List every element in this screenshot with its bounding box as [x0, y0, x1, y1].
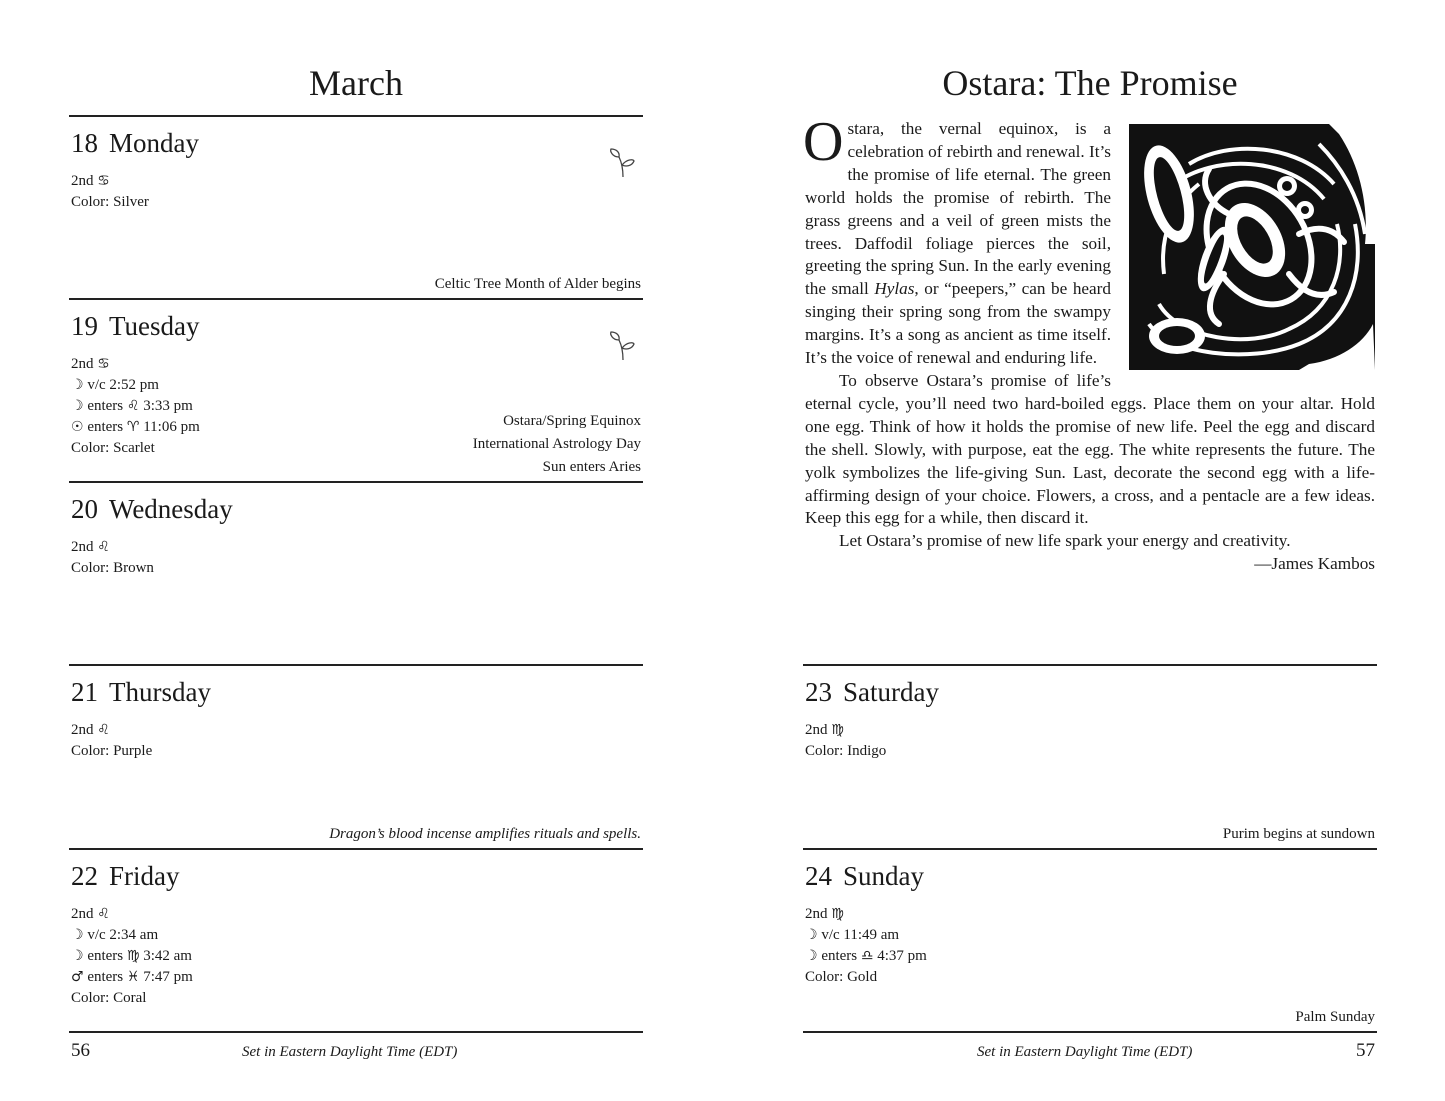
day-entry-24 [803, 848, 1377, 1033]
footer-note: Set in Eastern Daylight Time (EDT) [242, 1044, 458, 1060]
leo-sign-icon: ♌ [97, 722, 110, 738]
day-info [71, 904, 193, 1009]
day-name: Sunday [843, 861, 924, 891]
day-heading [805, 676, 939, 708]
libra-sign-icon: ♎ [860, 948, 874, 964]
day-heading [71, 860, 180, 892]
virgo-sign-icon: ♍ [831, 722, 844, 738]
day-info [71, 720, 152, 762]
event: Purim begins at sundown [1222, 826, 1375, 842]
page-title: March [309, 63, 403, 103]
event: Dragon’s blood incense amplifies rituals and spells. [329, 826, 641, 842]
essay: Ostara, the vernal equinox, is a celebration of rebirth and renewal. It’s the promise of life eternal. The green world holds the promise of rebirth. The grass greens and a veil of green mists the trees. Daffodil foliage pierces the soil, greeting the spring Sun. In the early evening the small Hylas, or “peepers,” can be heard singing their spring song from the swampy margins. It’s a song as ancient as time itself. It’s the voice of renewal and enduring life. To observe Ostara’s promise of life’s eternal cycle, you’ll need two hard-boiled eggs. Place them on your altar. Hold one egg. Think of how it holds the promise of new life. Peel the egg and discard the shell. Slowly, with purpose, eat the egg. The white represents the future. The yolk symbolizes the life-giving Sun. Last, decorate the second egg with a life-affirming design of your choice. Flowers, a cross, and a pentacle are a few ideas. Keep this egg for a while, then discard it. Let Ostara’s promise of new life spark your energy and creativity. —James Kambos [805, 118, 1375, 576]
day-heading [71, 676, 211, 708]
day-color: Color: Brown [71, 560, 154, 576]
day-name: Wednesday [109, 494, 233, 524]
virgo-sign-icon: ♍ [126, 948, 140, 964]
moon-ingress: ☽ enters ♍ 3:42 am [71, 948, 192, 964]
leo-sign-icon: ♌ [97, 539, 110, 555]
day-entry-23 [803, 664, 1377, 850]
essay-author: —James Kambos [1254, 554, 1375, 574]
day-name: Thursday [109, 677, 211, 707]
void-of-course: ☽ v/c 11:49 am [805, 927, 900, 943]
event: International Astrology Day [472, 436, 641, 452]
virgo-sign-icon: ♍ [831, 906, 844, 922]
moon-phase: 2nd ♌ [71, 539, 110, 555]
day-entry-22 [69, 848, 643, 1033]
moon-ingress: ☽ enters ♎ 4:37 pm [805, 948, 927, 964]
day-number: 18 [71, 128, 98, 158]
day-name: Monday [109, 128, 199, 158]
footer-rule [69, 1031, 643, 1033]
day-number: 22 [71, 861, 98, 891]
cancer-sign-icon: ♋ [97, 356, 110, 372]
day-info [805, 720, 886, 762]
day-events [1223, 823, 1375, 846]
day-number: 24 [805, 861, 832, 891]
sun-ingress: ☉ enters ♈ 11:06 pm [71, 419, 200, 435]
left-page [69, 0, 643, 1101]
day-heading [71, 493, 233, 525]
sun-icon: ☉ [71, 419, 84, 435]
day-entry-18 [69, 115, 643, 300]
day-entry-20 [69, 481, 643, 666]
moon-ingress: ☽ enters ♌ 3:33 pm [71, 398, 193, 414]
event: Celtic Tree Month of Alder begins [434, 276, 641, 292]
day-name: Saturday [843, 677, 939, 707]
day-info [71, 354, 200, 459]
event: Palm Sunday [1295, 1009, 1375, 1025]
cancer-sign-icon: ♋ [97, 173, 110, 189]
day-events [329, 823, 641, 846]
drop-cap: O [803, 111, 844, 173]
moon-icon: ☽ [71, 948, 84, 964]
footer-rule [803, 1031, 1377, 1033]
leo-sign-icon: ♌ [126, 398, 140, 414]
essay-title: Ostara: The Promise [942, 63, 1238, 103]
moon-phase: 2nd ♍ [805, 906, 844, 922]
day-heading [71, 310, 200, 342]
day-color: Color: Indigo [805, 743, 887, 759]
mars-ingress: ♂ enters ♓ 7:47 pm [71, 969, 193, 985]
day-entry-21 [69, 664, 643, 850]
moon-icon: ☽ [805, 927, 818, 943]
day-color: Color: Silver [71, 194, 149, 210]
moon-icon: ☽ [71, 927, 84, 943]
moon-phase: 2nd ♍ [805, 722, 844, 738]
sprout-icon [607, 330, 637, 362]
day-number: 20 [71, 494, 98, 524]
day-number: 19 [71, 311, 98, 341]
moon-icon: ☽ [71, 377, 84, 393]
day-heading [805, 860, 924, 892]
moon-phase: 2nd ♌ [71, 722, 110, 738]
day-name: Tuesday [109, 311, 200, 341]
moon-phase: 2nd ♋ [71, 173, 110, 189]
essay-paragraph: Let Ostara’s promise of new life spark your energy and creativity. [839, 531, 1291, 551]
void-of-course: ☽ v/c 2:52 pm [71, 377, 159, 393]
day-events [473, 410, 641, 479]
moon-icon: ☽ [805, 948, 818, 964]
right-page [803, 0, 1377, 1101]
void-of-course: ☽ v/c 2:34 am [71, 927, 159, 943]
day-info [71, 171, 149, 213]
moon-phase: 2nd ♋ [71, 356, 110, 372]
day-info [71, 537, 154, 579]
moon-icon: ☽ [71, 398, 84, 414]
essay-paragraph: To observe Ostara’s promise of life’s eternal cycle, you’ll need two hard-boiled eggs. Place them on your altar. Hold one egg. Think of how it holds the promise of new life. Peel the egg and discard the shell. Slowly, with purpose, eat the egg. The white represents the future. The yolk symbolizes the life-giving Sun. Last, decorate the second egg with a life-affirming design of your choice. Flowers, a cross, and a pentacle are a few ideas. Keep this egg for a while, then discard it. [805, 370, 1375, 528]
day-events [435, 273, 641, 296]
day-heading [71, 127, 199, 159]
page-number: 57 [1356, 1040, 1375, 1061]
footer-note: Set in Eastern Daylight Time (EDT) [977, 1044, 1193, 1060]
frog-woodcut-icon [1129, 124, 1375, 370]
day-color: Color: Purple [71, 743, 153, 759]
day-color: Color: Coral [71, 990, 147, 1006]
moon-phase: 2nd ♌ [71, 906, 110, 922]
day-color: Color: Gold [805, 969, 878, 985]
sprout-icon [607, 147, 637, 179]
aries-sign-icon: ♈ [126, 419, 140, 435]
day-color: Color: Scarlet [71, 440, 155, 456]
leo-sign-icon: ♌ [97, 906, 110, 922]
day-entry-19 [69, 298, 643, 483]
day-number: 23 [805, 677, 832, 707]
event: Ostara/Spring Equinox [503, 413, 641, 429]
pisces-sign-icon: ♓ [126, 969, 140, 985]
mars-icon: ♂ [71, 969, 84, 985]
day-number: 21 [71, 677, 98, 707]
day-name: Friday [109, 861, 180, 891]
page-number: 56 [71, 1040, 90, 1061]
day-info [805, 904, 927, 988]
event: Sun enters Aries [542, 459, 641, 475]
day-events [1295, 1006, 1375, 1029]
